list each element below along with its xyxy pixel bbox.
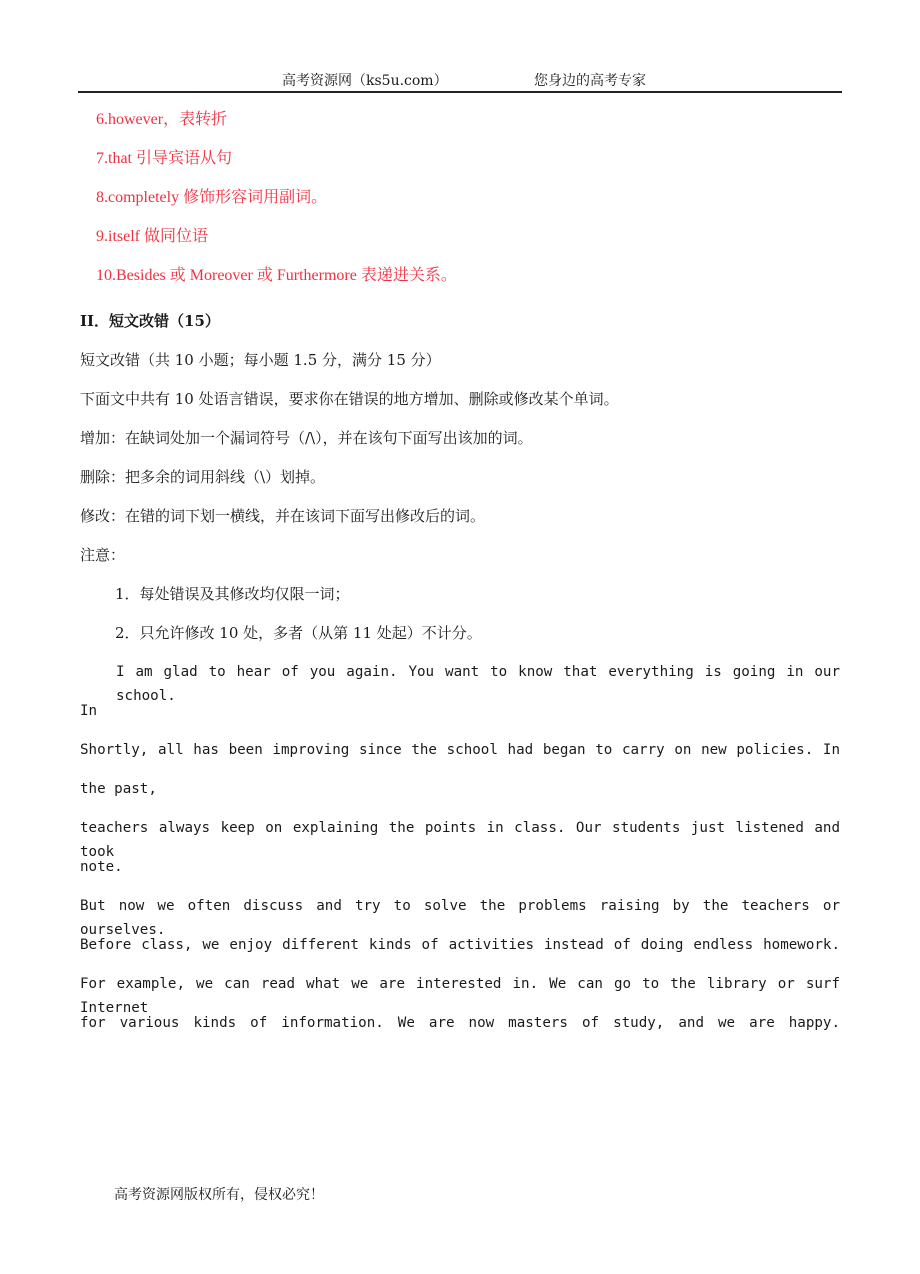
header-slogan: 您身边的高考专家 <box>534 73 646 89</box>
passage-line: In <box>80 703 98 719</box>
note-item: 2．只允许修改 10 处，多者（从第 11 处起）不计分。 <box>115 624 482 642</box>
header-divider <box>78 91 842 93</box>
section-subtitle: 短文改错（共 10 小题；每小题 1.5 分，满分 15 分） <box>80 351 441 369</box>
passage-line: the past, <box>80 781 157 797</box>
passage-line: For example, we can read what we are interested in. We can go to the library or surf Internet <box>80 976 840 1016</box>
notes-label: 注意： <box>80 546 126 564</box>
delete-rule: 删除：把多余的词用斜线（\）划掉。 <box>80 468 326 486</box>
modify-rule: 修改：在错的词下划一横线，并在该词下面写出修改后的词。 <box>80 507 486 525</box>
passage-line: Shortly, all has been improving since the school had began to carry on new policies. In <box>80 742 840 758</box>
answer-note: 10.Besides 或 Moreover 或 Furthermore 表递进关系。 <box>96 267 457 284</box>
passage-line: for various kinds of information. We are now masters of study, and we are happy. <box>80 1015 840 1031</box>
answer-note: 7.that 引导宾语从句 <box>96 150 232 167</box>
answer-note: 9.itself 做同位语 <box>96 228 208 245</box>
passage-line: Before class, we enjoy different kinds of activities instead of doing endless homework. <box>80 937 840 953</box>
header-site-name: 高考资源网（ks5u.com） <box>282 73 448 89</box>
footer-copyright: 高考资源网版权所有，侵权必究！ <box>114 1187 324 1203</box>
add-rule: 增加：在缺词处加一个漏词符号（/\），并在该句下面写出该加的词。 <box>80 429 533 447</box>
passage-line: But now we often discuss and try to solve the problems raising by the teachers or ourselves. <box>80 898 840 938</box>
passage-line: I am glad to hear of you again. You want to know that everything is going in our school. <box>116 664 840 704</box>
passage <box>80 660 840 1050</box>
section-instruction: 下面文中共有 10 处语言错误，要求你在错误的地方增加、删除或修改某个单词。 <box>80 390 619 408</box>
note-item: 1．每处错误及其修改均仅限一词； <box>115 585 350 603</box>
section-title: II．短文改错（15） <box>80 312 220 330</box>
passage-line: note. <box>80 859 123 875</box>
answer-note: 6.however，表转折 <box>96 111 228 128</box>
passage-line: teachers always keep on explaining the points in class. Our students just listened and took <box>80 820 840 860</box>
answer-notes <box>96 108 457 303</box>
answer-note: 8.completely 修饰形容词用副词。 <box>96 189 328 206</box>
page-header <box>78 70 842 92</box>
